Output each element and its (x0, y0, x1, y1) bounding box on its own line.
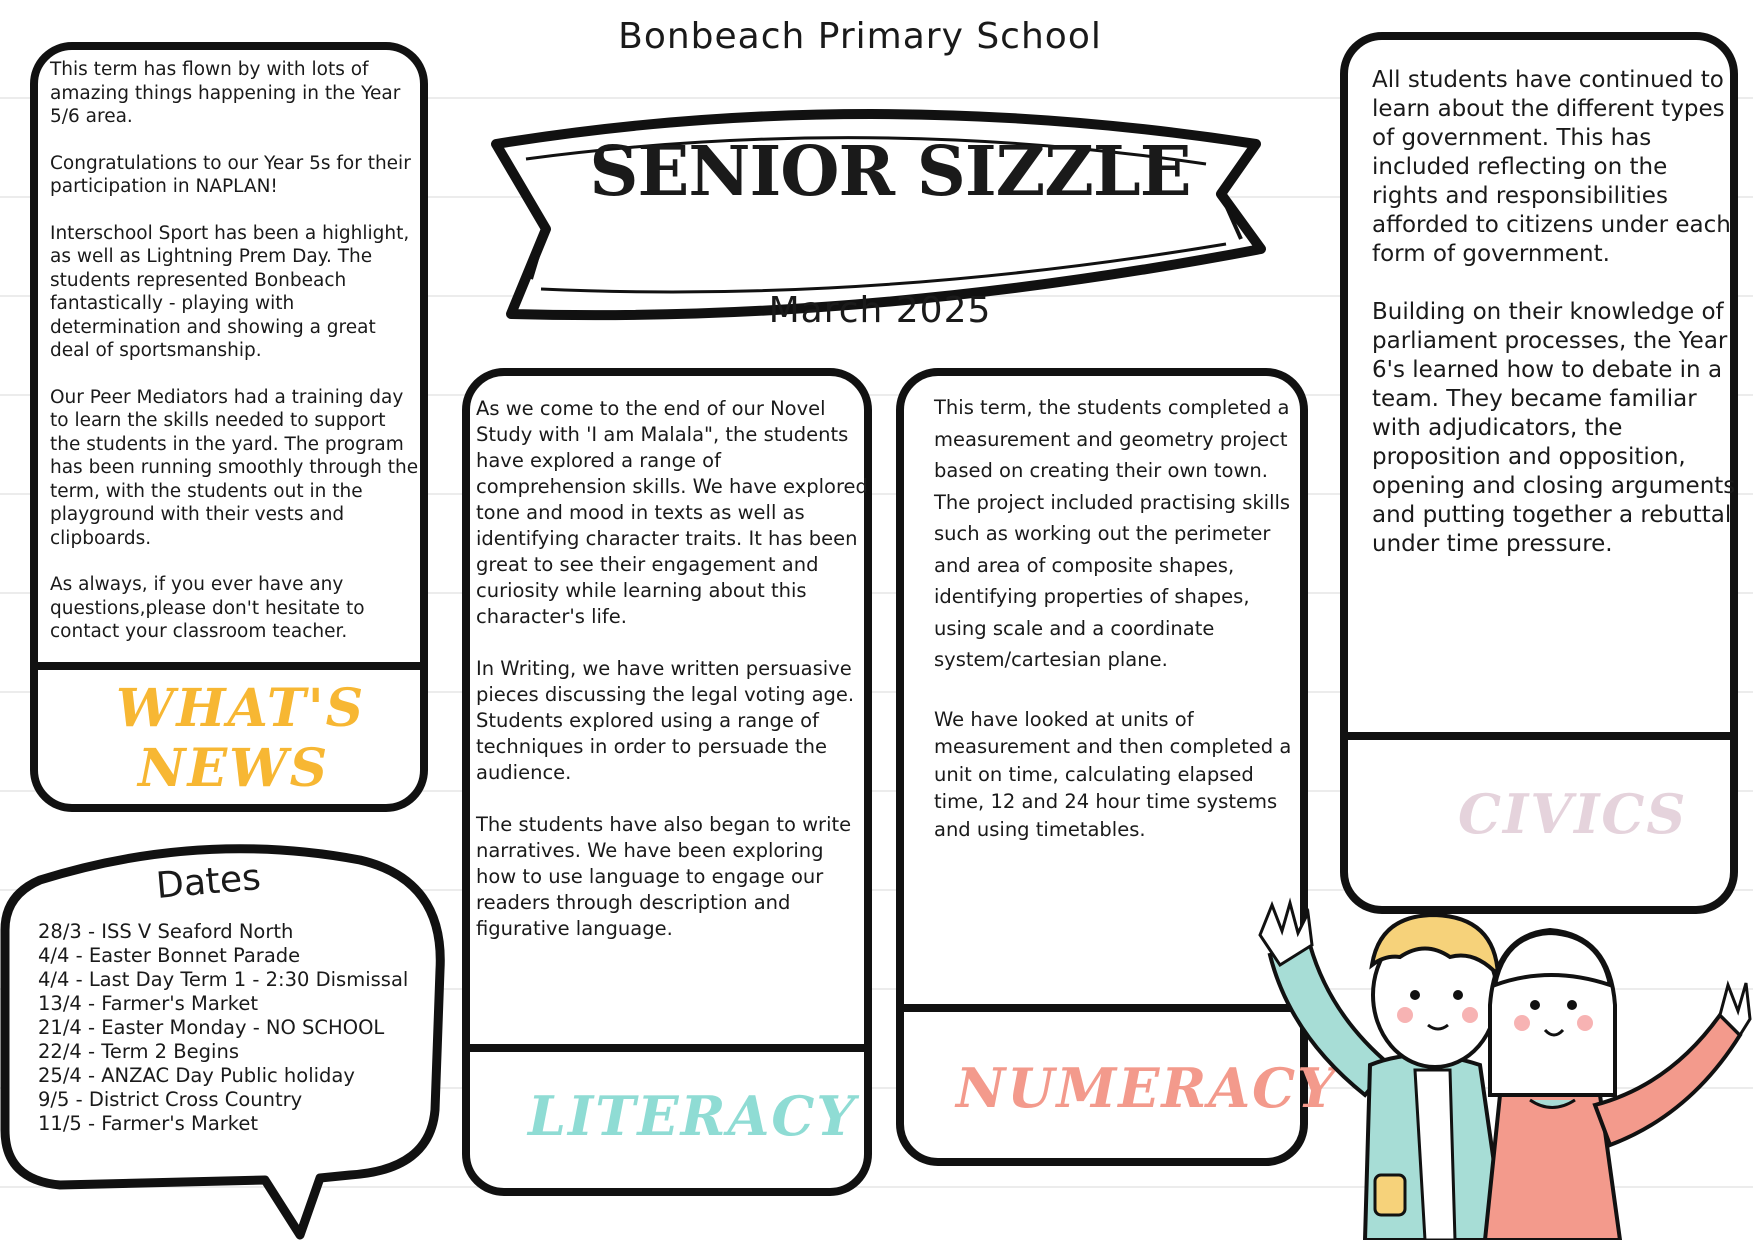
whats-news-paragraph: This term has flown by with lots of amazing things happening in the Year 5/6 area. (50, 59, 401, 127)
dates-item: 4/4 - Easter Bonnet Parade (38, 944, 301, 967)
whats-news-paragraph: Interschool Sport has been a highlight, as well as Lightning Prem Day. The students represented Bonbeach fantastically - playing with determination and showing a great deal of sportsmanship. (50, 222, 410, 361)
dates-item: 22/4 - Term 2 Begins (38, 1040, 239, 1063)
civics-paragraph: Building on their knowledge of parliament processes, the Year 6's learned how to debate in a team. They became familiar with adjudicators, the proposition and opposition, opening and closing arguments and putting together a rebuttal under time pressure. (1372, 299, 1736, 557)
dates-item: 4/4 - Last Day Term 1 - 2:30 Dismissal (38, 968, 409, 991)
numeracy-text (934, 392, 1304, 843)
whats-news-heading-line2: NEWS (138, 738, 330, 799)
dates-item: 13/4 - Farmer's Market (38, 992, 259, 1015)
numeracy-paragraph: We have looked at units of measurement and then completed a unit on time, calculating elapsed time, 12 and 24 hour time systems and using timetables. (934, 707, 1292, 841)
dates-item: 11/5 - Farmer's Market (38, 1112, 259, 1135)
civics-box (1340, 32, 1738, 914)
numeracy-heading: NUMERACY (956, 1056, 1338, 1120)
whats-news-paragraph: Congratulations to our Year 5s for their participation in NAPLAN! (50, 152, 411, 197)
kids-waving-illustration-icon (1250, 895, 1753, 1240)
whats-news-text (50, 58, 420, 644)
numeracy-box (896, 368, 1338, 1166)
dates-item: 9/5 - District Cross Country (38, 1088, 303, 1111)
dates-item: 28/3 - ISS V Seaford North (38, 920, 294, 943)
newsletter-date: March 2025 (768, 290, 992, 331)
literacy-paragraph: As we come to the end of our Novel Study with 'I am Malala", the students have explored a range of comprehension skills. We have explored tone and mood in texts as well as identifying character traits. It has been great to see their engagement and curiosity while learning about this character's life. (476, 397, 868, 628)
newsletter-title: SENIOR SIZZLE (589, 132, 1191, 212)
numeracy-divider (904, 1004, 1300, 1012)
dates-item: 25/4 - ANZAC Day Public holiday (38, 1064, 355, 1087)
school-name: Bonbeach Primary School (618, 16, 1102, 57)
dates-item: 21/4 - Easter Monday - NO SCHOOL (38, 1016, 385, 1039)
dates-list (38, 920, 438, 1136)
literacy-divider (470, 1044, 864, 1052)
civics-paragraph: All students have continued to learn about the different types of government. This has included reflecting on the rights and responsibilities afforded to citizens under each form of government. (1372, 67, 1731, 267)
literacy-paragraph: The students have also began to write narratives. We have been exploring how to use language to engage our readers through description and figurative language. (476, 813, 852, 940)
numeracy-paragraph: This term, the students completed a measurement and geometry project based on creating their own town. The project included practising skills such as working out the perimeter and area of composite shapes, identifying properties of shapes, using scale and a coordinate system/cartesian plane. (934, 396, 1291, 671)
whats-news-divider (38, 662, 420, 670)
literacy-paragraph: In Writing, we have written persuasive pieces discussing the legal voting age. Students explored using a range of techniques in order to persuade the audience. (476, 657, 855, 784)
civics-divider (1348, 732, 1730, 740)
whats-news-paragraph: Our Peer Mediators had a training day to learn the skills needed to support the students in the yard. The program has been running smoothly through the term, with the students out in the playground with their vests and clipboards. (50, 386, 419, 549)
whats-news-heading-line1: WHAT'S (116, 678, 366, 739)
civics-text (1372, 66, 1736, 559)
whats-news-box (30, 42, 428, 812)
literacy-heading: LITERACY (528, 1084, 857, 1148)
dates-heading: Dates (154, 857, 263, 907)
literacy-text (476, 396, 868, 942)
whats-news-paragraph: As always, if you ever have any questions,please don't hesitate to contact your classroom teacher. (50, 574, 365, 642)
literacy-box (462, 368, 872, 1196)
civics-heading: CIVICS (1458, 782, 1688, 846)
